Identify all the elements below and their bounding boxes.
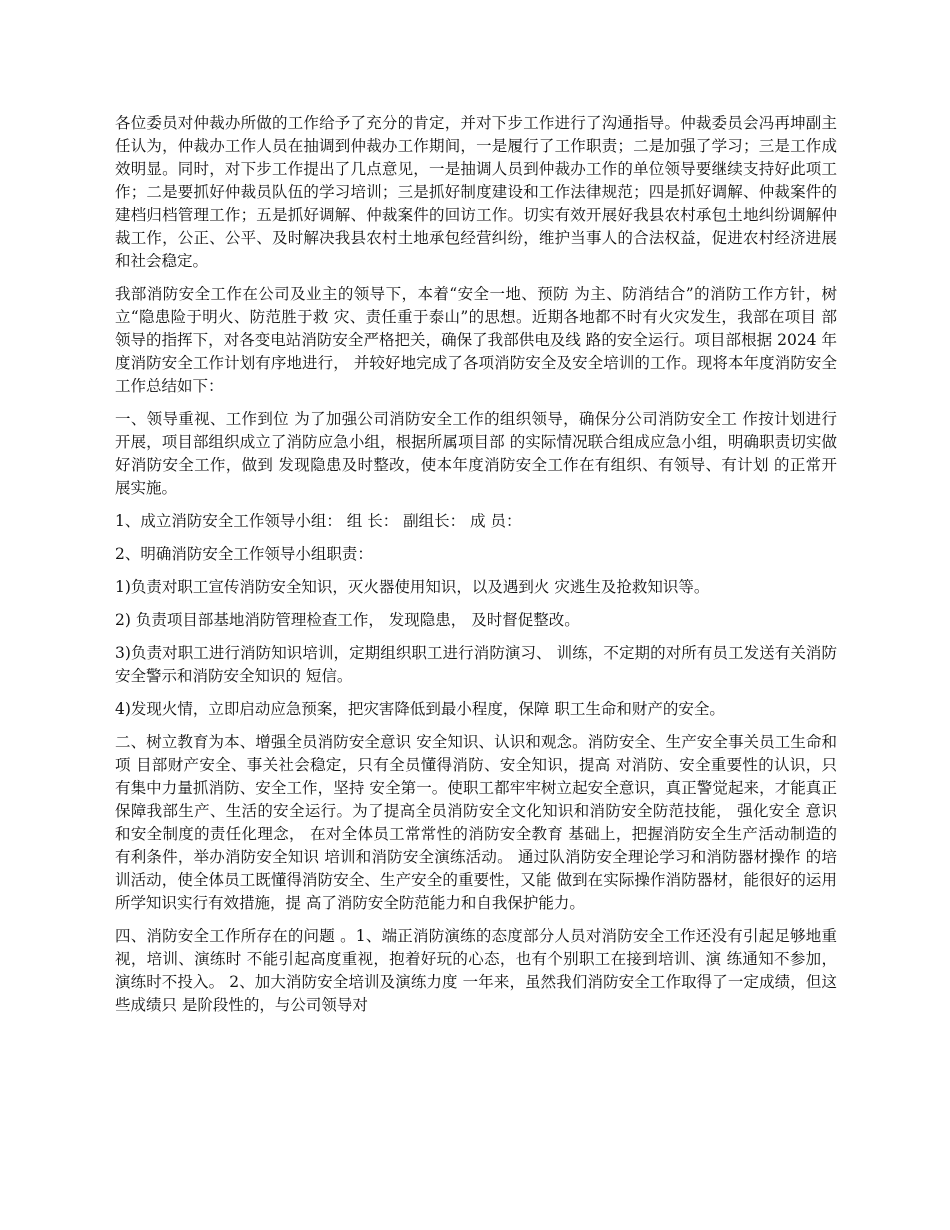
paragraph-duty-2: 2) 负责项目部基地消防管理检查工作， 发现隐患， 及时督促整改。 (115, 611, 580, 629)
paragraph-arbitration-review: 各位委员对仲裁办所做的工作给予了充分的肯定，并对下步工作进行了沟通指导。仲裁委员会冯再坤副主任认为，仲裁办工作人员在抽调到仲裁办工作期间，一是履行了工作职责；二是加强了学习；三是工作成效明显。同时，对下步工作提出了几点意见，一是抽调人员到仲裁办工作的单位领导要继续支持好此项工作；二是要抓好仲裁员队伍的学习培训；三是抓好制度建设和工作法律规范；四是抓好调解、仲裁案件的建档归档管理工作；五是抓好调解、仲裁案件的回访工作。切实有效开展好我县农村承包土地纠纷调解仲裁工作，公正、公平、及时解决我县农村土地承包经营纠纷，维护当事人的合法权益，促进农村经济进展和社会稳定。 (115, 114, 837, 270)
paragraph-section-one-leadership: 一、领导重视、工作到位 为了加强公司消防安全工作的组织领导，确保分公司消防安全工 作按计划进行开展，项目部组织成立了消防应急小组，根据所属项目部 的实际情况联合组成应急小组，明确职责切实做好消防安全工作，做到 发现隐患及时整改，使本年度消防安全工作在有组织、有领导、有计划 的正常开展实施。 (115, 410, 837, 497)
document-body (115, 112, 837, 1027)
paragraph-duty-4: 4)发现火情，立即启动应急预案，把灾害降低到最小程度，保障 职工生命和财产的安全。 (115, 700, 725, 718)
paragraph-group-duties-heading: 2、明确消防安全工作领导小组职责： (115, 545, 373, 563)
paragraph-section-two-education: 二、树立教育为本、增强全员消防安全意识 安全知识、认识和观念。消防安全、生产安全事关员工生命和项 目部财产安全、事关社会稳定，只有全员懂得消防、安全知识，提高 对消防、安全重要性的认识，只有集中力量抓消防、安全工作，坚持 安全第一。使职工都牢牢树立起安全意识，真正警觉起来，才能真正 保障我部生产、生活的安全运行。为了提高全员消防安全文化知识和消防安全防范技能， 强化安全 意识和安全制度的责任化理念， 在对全体员工常常性的消防安全教育 基础上，把握消防安全生产活动制造的有利条件，举办消防安全知识 培训和消防安全演练活动。 通过队消防安全理论学习和消防器材操作 的培训活动，使全体员工既懂得消防安全、生产安全的重要性，又能 做到在实际操作消防器材，能很好的运用所学知识实行有效措施，提 高了消防安全防范能力和自我保护能力。 (115, 733, 837, 912)
paragraph-section-four-problems: 四、消防安全工作所存在的问题 。1、端正消防演练的态度部分人员对消防安全工作还没有引起足够地重视，培训、演练时 不能引起高度重视，抱着好玩的心态，也有个别职工在接到培训、演 练通知不参加，演练时不投入。 2、加大消防安全培训及演练力度 一年来，虽然我们消防安全工作取得了一定成绩，但这些成绩只 是阶段性的，与公司领导对 (115, 927, 837, 1014)
paragraph-duty-3: 3)负责对职工进行消防知识培训，定期组织职工进行消防演习、 训练，不定期的对所有员工发送有关消防安全警示和消防安全知识的 短信。 (115, 644, 837, 685)
paragraph-duty-1: 1)负责对职工宣传消防安全知识，灭火器使用知识，以及遇到火 灾逃生及抢救知识等。 (115, 578, 710, 596)
paragraph-leading-group: 1、成立消防安全工作领导小组： 组 长： 副组长： 成 员： (115, 512, 522, 530)
paragraph-fire-safety-intro: 我部消防安全工作在公司及业主的领导下，本着“安全一地、预防 为主、防消结合”的消防工作方针，树立“隐患险于明火、防范胜于救 灾、责任重于泰山”的思想。近期各地都不时有火灾发生，我部在项目 部领导的指挥下，对各变电站消防安全严格把关，确保了我部供电及线 路的安全运行。项目部根据 2024 年度消防安全工作计划有序地进行， 并较好地完成了各项消防安全及安全培训的工作。现将本年度消防安全 工作总结如下： (115, 285, 837, 395)
